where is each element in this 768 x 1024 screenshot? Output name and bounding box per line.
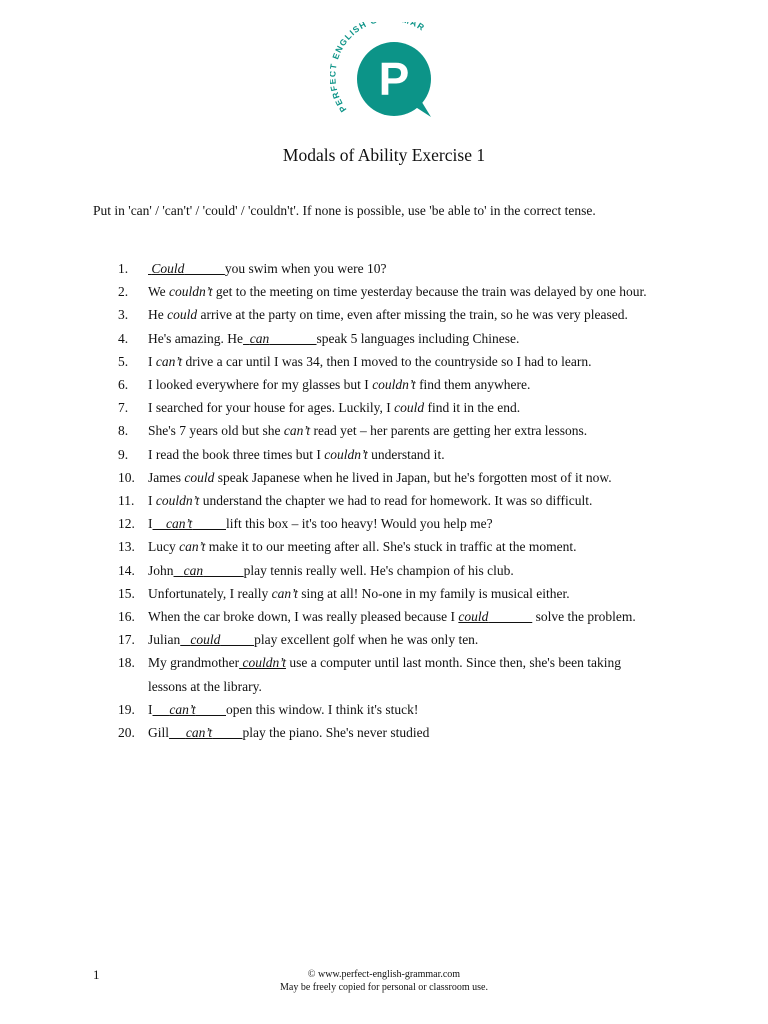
answer-text: could	[190, 632, 221, 648]
exercise-text-before: Gill	[148, 725, 170, 741]
answer-blank	[243, 331, 317, 346]
exercise-item	[118, 373, 658, 396]
answer-text: couldn’t	[155, 493, 200, 509]
exercise-text-before: She's 7 years old but she	[148, 423, 284, 439]
answer-blank	[458, 609, 532, 624]
exercise-text-after: read yet – her parents are getting her extra lessons.	[310, 423, 588, 439]
exercise-item	[118, 559, 658, 582]
exercise-item	[118, 489, 658, 512]
logo	[330, 22, 436, 122]
exercise-number: 20.	[118, 725, 135, 741]
exercise-text-after: open this window. I think it's stuck!	[226, 701, 419, 717]
exercise-text-before: John	[148, 562, 174, 578]
exercise-number: 3.	[118, 307, 129, 323]
answer-text: could	[184, 469, 215, 485]
footer-copyright: © www.perfect-english-grammar.com	[307, 969, 461, 980]
answer-blank	[284, 423, 310, 438]
exercise-number: 14.	[118, 562, 135, 578]
answer-text: can’t	[166, 516, 193, 532]
exercise-number: 5.	[118, 353, 129, 369]
answer-text: couldn’t	[372, 377, 416, 393]
answer-blank	[167, 307, 197, 322]
answer-blank	[180, 632, 254, 647]
exercise-item	[118, 582, 658, 605]
answer-text: can	[249, 330, 270, 346]
answer-text: can’t	[179, 539, 206, 555]
exercise-text-before: I	[148, 353, 156, 369]
exercise-item	[118, 628, 658, 651]
exercise-item	[118, 605, 658, 628]
exercise-text-after: solve the problem.	[532, 609, 636, 625]
exercise-text-after: play tennis really well. He's champion of his club.	[243, 562, 514, 578]
exercise-text-after: sing at all! No-one in my family is musical either.	[297, 585, 570, 601]
exercise-number: 6.	[118, 377, 129, 393]
exercise-number: 10.	[118, 469, 135, 485]
answer-text: can’t	[283, 423, 311, 439]
exercise-number: 13.	[118, 539, 135, 555]
exercise-text-after: use a computer until last month. Since then, she's been taking lessons at the library.	[148, 655, 621, 694]
exercise-text-before: I	[148, 516, 153, 532]
exercise-item	[118, 280, 658, 303]
answer-blank	[169, 725, 243, 740]
exercise-text-after: understand the chapter we had to read for homework. It was so difficult.	[199, 493, 593, 509]
exercise-item	[118, 257, 658, 280]
exercise-text-after: drive a car until I was 34, then I moved to the countryside so I had to learn.	[182, 353, 592, 369]
exercise-text-after: lift this box – it's too heavy! Would you help me?	[226, 516, 493, 532]
exercise-number: 12.	[118, 516, 135, 532]
exercise-number: 1.	[118, 261, 129, 276]
answer-blank	[169, 284, 213, 299]
exercise-number: 8.	[118, 423, 129, 439]
answer-text: could	[167, 307, 198, 323]
answer-blank	[156, 354, 182, 369]
instructions: Put in 'can' / 'can't' / 'could' / 'couldn't'. If none is possible, use 'be able to' in the correct tense.	[93, 203, 596, 218]
exercise-text-after: you swim when you were 10?	[224, 261, 387, 276]
logo-ring-text: PER ENGLISH AR	[330, 22, 428, 115]
exercise-text-before: When the car broke down, I was really pleased because I	[148, 609, 459, 625]
answer-blank	[272, 586, 298, 601]
exercise-number: 7.	[118, 400, 129, 416]
exercise-text-after: speak 5 languages including Chinese.	[316, 330, 520, 346]
answer-text: can’t	[169, 701, 196, 717]
exercise-text-before: James	[148, 469, 185, 485]
logo-letter: P	[378, 53, 410, 105]
exercise-number: 11.	[118, 493, 135, 509]
exercise-text-after: get to the meeting on time yesterday because the train was delayed by one hour.	[212, 284, 647, 300]
exercise-text-after: find them anywhere.	[415, 377, 531, 393]
exercise-number: 17.	[118, 632, 135, 648]
answer-text: couldn’t	[242, 655, 286, 671]
answer-blank	[153, 702, 227, 717]
exercise-text-after: find it in the end.	[424, 400, 521, 416]
exercise-text-after: make it to our meeting after all. She's stuck in traffic at the moment.	[205, 539, 577, 555]
exercise-text-before: Unfortunately, I really	[148, 585, 272, 601]
answer-text: couldn’t	[169, 284, 213, 300]
exercise-text-before: He's amazing. He	[148, 330, 244, 346]
exercise-number: 4.	[118, 330, 129, 346]
exercise-text-before: We	[148, 284, 170, 300]
answer-blank	[239, 655, 286, 670]
answer-blank	[179, 539, 205, 554]
exercise-list	[118, 257, 658, 744]
answer-text: can’t	[185, 725, 213, 741]
exercise-item	[118, 466, 658, 489]
exercise-item	[118, 651, 658, 697]
exercise-text-after: understand it.	[367, 446, 445, 462]
page-title: Modals of Ability Exercise 1	[282, 145, 486, 165]
exercise-text-before: I	[148, 493, 156, 509]
answer-text: can	[183, 562, 204, 578]
answer-blank	[153, 516, 227, 531]
footer-license: May be freely copied for personal or classroom use.	[280, 981, 488, 993]
exercise-text-before: I searched for your house for ages. Luckily, I	[148, 400, 395, 416]
exercise-text-after: speak Japanese when he lived in Japan, but he's forgotten most of it now.	[214, 469, 612, 485]
exercise-text-before: I	[148, 701, 153, 717]
answer-blank	[148, 261, 225, 276]
answer-text: can’t	[155, 353, 183, 369]
answer-blank	[174, 563, 244, 578]
exercise-text-before: I looked everywhere for my glasses but I	[148, 377, 373, 393]
answer-text: could	[394, 400, 425, 416]
exercise-item	[118, 396, 658, 419]
answer-blank	[372, 377, 416, 392]
exercise-item	[118, 443, 658, 466]
exercise-number: 18.	[118, 655, 135, 671]
exercise-text-before: I read the book three times but I	[148, 446, 325, 462]
answer-text: couldn’t	[324, 446, 368, 462]
answer-blank	[324, 447, 368, 462]
exercise-number: 2.	[118, 284, 129, 300]
answer-blank	[156, 493, 200, 508]
exercise-text-before: Lucy	[148, 539, 180, 555]
answer-text: could	[458, 609, 489, 625]
exercise-item	[118, 698, 658, 721]
exercise-number: 16.	[118, 609, 135, 625]
answer-blank	[394, 400, 424, 415]
exercise-text-before: He	[148, 307, 168, 323]
exercise-text-after: play excellent golf when he was only ten.	[254, 632, 479, 648]
exercise-item	[118, 721, 658, 744]
exercise-item	[118, 512, 658, 535]
exercise-number: 15.	[118, 585, 135, 601]
exercise-text-before: My grandmother	[148, 655, 240, 671]
answer-text: Could	[151, 261, 185, 276]
page-number: 1	[93, 967, 100, 982]
footer	[0, 969, 768, 994]
exercise-number: 19.	[118, 701, 135, 717]
logo-mark	[330, 22, 436, 122]
exercise-number: 9.	[118, 446, 129, 462]
exercise-item	[118, 419, 658, 442]
exercise-text-before: Julian	[148, 632, 181, 648]
exercise-item	[118, 350, 658, 373]
exercise-item	[118, 327, 658, 350]
exercise-item	[118, 535, 658, 558]
answer-text: can’t	[271, 585, 298, 601]
exercise-text-after: arrive at the party on time, even after missing the train, so he was very pleased.	[197, 307, 628, 323]
exercise-text-after: play the piano. She's never studied	[242, 725, 430, 741]
exercise-item	[118, 303, 658, 326]
answer-blank	[184, 470, 214, 485]
